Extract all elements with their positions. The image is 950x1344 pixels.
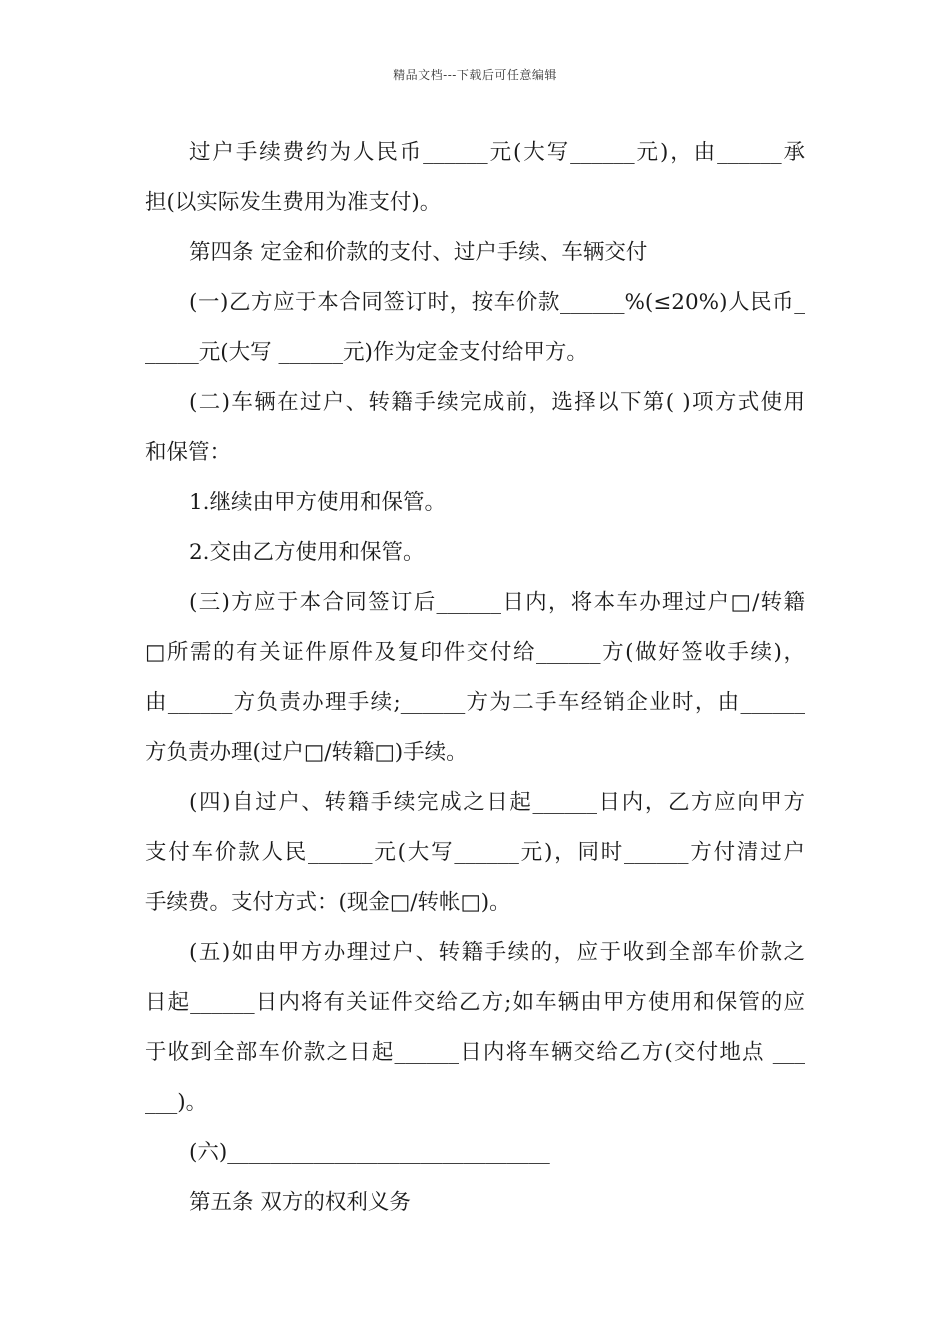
- text-line: (三)方应于本合同签订后______日内，将本车办理过户□/转籍: [189, 590, 805, 615]
- text-line: □所需的有关证件原件及复印件交付给______方(做好签收手续)，: [145, 640, 805, 665]
- text-line: (四)自过户、转籍手续完成之日起______日内，乙方应向甲方: [189, 790, 805, 815]
- article-heading: 第五条 双方的权利义务: [189, 1190, 411, 1215]
- text-line: 方负责办理(过户□/转籍□)手续。: [145, 740, 468, 765]
- text-line: (六)______________________________: [189, 1140, 550, 1165]
- text-line: _____元(大写 ______元)作为定金支付给甲方。: [145, 340, 588, 365]
- contract-body: [145, 128, 805, 1228]
- text-line: (二)车辆在过户、转籍手续完成前，选择以下第( )项方式使用: [189, 390, 805, 415]
- article-heading: 第四条 定金和价款的支付、过户手续、车辆交付: [189, 240, 648, 265]
- text-line: 日起______日内将有关证件交给乙方;如车辆由甲方使用和保管的应: [145, 990, 805, 1015]
- list-item: 2.交由乙方使用和保管。: [189, 540, 425, 565]
- text-line: (一)乙方应于本合同签订时，按车价款______%(≤20%)人民币_: [189, 290, 805, 315]
- text-line: 和保管：: [145, 440, 232, 465]
- text-line: 于收到全部车价款之日起______日内将车辆交给乙方(交付地点 ___: [145, 1040, 805, 1065]
- text-line: 担(以实际发生费用为准支付)。: [145, 190, 442, 215]
- text-line: 支付车价款人民______元(大写______元)，同时______方付清过户: [145, 840, 805, 865]
- text-line: 由______方负责办理手续;______方为二手车经销企业时，由______: [145, 690, 805, 715]
- text-line: 过户手续费约为人民币______元(大写______元)，由______承: [189, 140, 805, 165]
- text-line: 手续费。支付方式：(现金□/转帐□)。: [145, 890, 511, 915]
- page-header: 精品文档---下载后可任意编辑: [393, 68, 557, 82]
- list-item: 1.继续由甲方使用和保管。: [189, 490, 447, 515]
- text-line: (五)如由甲方办理过户、转籍手续的，应于收到全部车价款之: [189, 940, 805, 965]
- text-line: ___)。: [145, 1090, 208, 1115]
